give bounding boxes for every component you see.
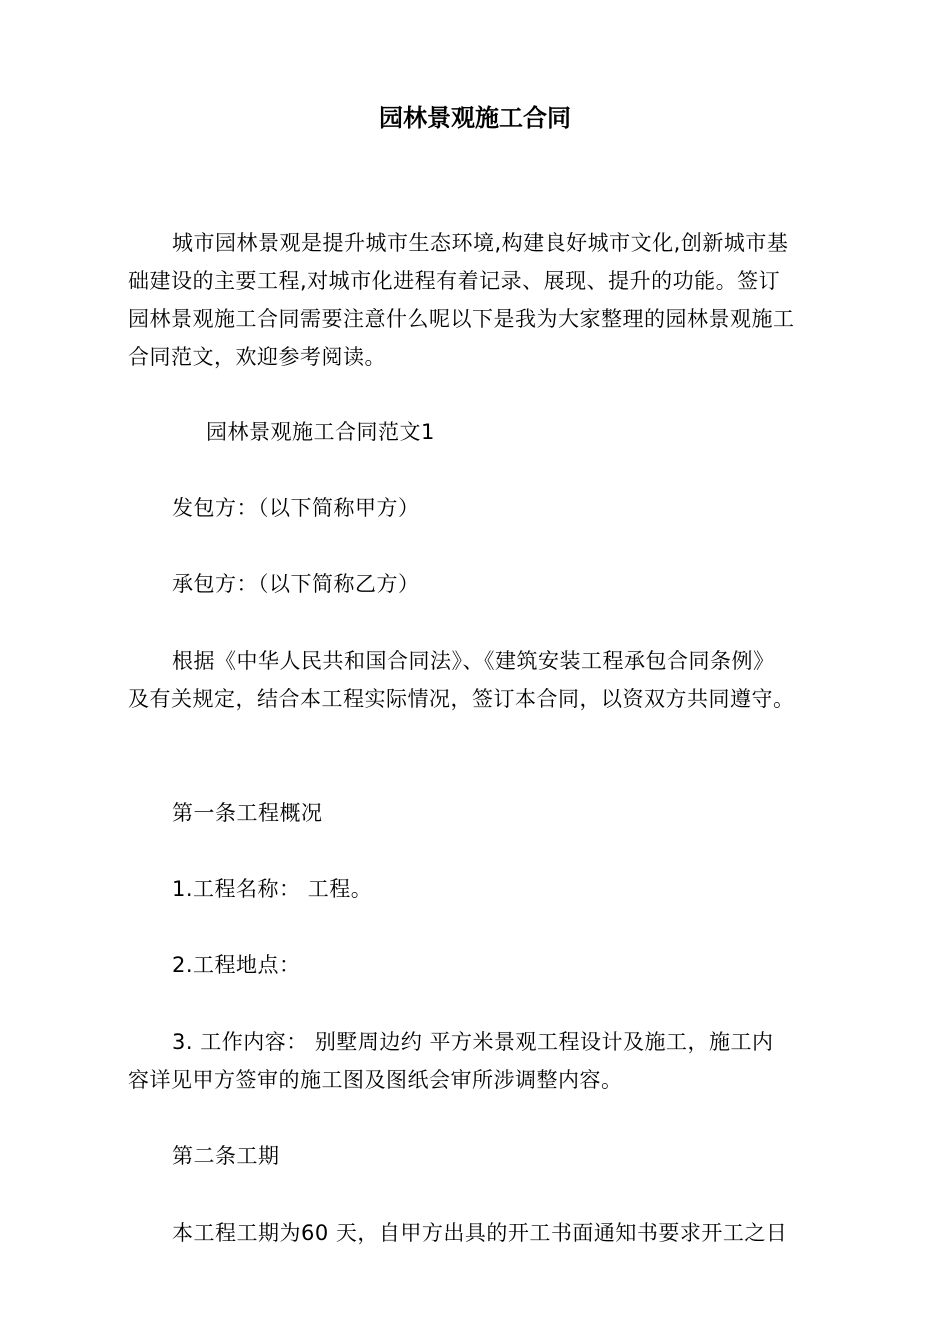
period-line: 本工程工期为60 天，自甲方出具的开工书面通知书要求开工之日	[172, 1221, 788, 1245]
party-a-text: 发包方：（以下简称甲方）	[172, 496, 420, 520]
sample-heading	[128, 413, 828, 451]
sample-heading-text: 园林景观施工合同范文1	[206, 420, 435, 444]
item-1	[128, 870, 828, 908]
intro-line: 础建设的主要工程,对城市化进程有着记录、展现、提升的功能。签订	[128, 269, 781, 293]
article-2-heading-text: 第二条工期	[172, 1144, 280, 1168]
intro-line: 城市园林景观是提升城市生态环境,构建良好城市文化,创新城市基	[172, 231, 789, 255]
document-title: 园林景观施工合同	[379, 104, 571, 132]
basis-line: 根据《中华人民共和国合同法》、《建筑安装工程承包合同条例》	[172, 649, 775, 673]
intro-line: 园林景观施工合同需要注意什么呢以下是我为大家整理的园林景观施工	[128, 307, 795, 331]
intro-line: 合同范文，欢迎参考阅读。	[128, 345, 386, 369]
article-1-heading	[128, 794, 828, 832]
article-1-heading-text: 第一条工程概况	[172, 801, 323, 825]
item-3-line: 容详见甲方签审的施工图及图纸会审所涉调整内容。	[128, 1068, 623, 1092]
party-a-line	[128, 489, 828, 527]
period-paragraph	[128, 1214, 828, 1252]
item-2-text: 2.工程地点：	[172, 953, 301, 977]
item-3	[128, 1023, 828, 1099]
party-b-line	[128, 565, 828, 603]
item-2	[128, 946, 828, 984]
article-2-heading	[128, 1137, 828, 1175]
item-1-text: 1.工程名称： 工程。	[172, 877, 373, 901]
intro-paragraph	[128, 224, 828, 376]
party-b-text: 承包方：（以下简称乙方）	[172, 572, 420, 596]
basis-paragraph	[128, 642, 828, 718]
item-3-line: 3. 工作内容： 别墅周边约 平方米景观工程设计及施工，施工内	[172, 1030, 774, 1054]
basis-line: 及有关规定，结合本工程实际情况，签订本合同，以资双方共同遵守。	[128, 687, 795, 711]
